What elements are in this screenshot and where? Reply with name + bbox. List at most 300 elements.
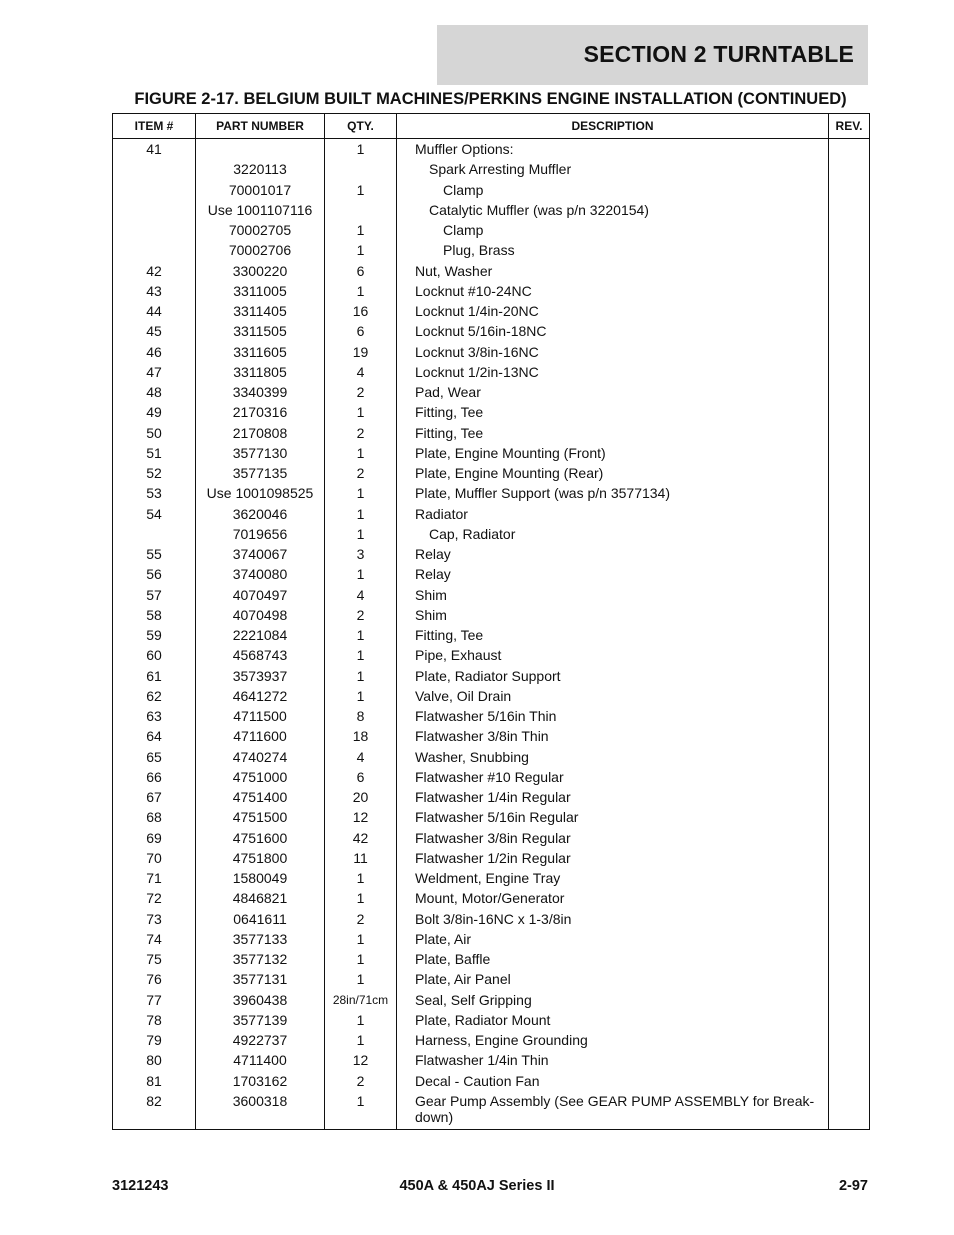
- part-number-cell: 3311405: [196, 303, 325, 323]
- description-text: Fitting, Tee: [415, 424, 484, 441]
- part-number-cell: 4711400: [196, 1052, 325, 1072]
- item-number-cell: 79: [113, 1032, 196, 1052]
- item-number-cell: 65: [113, 749, 196, 769]
- description-cell: [397, 303, 829, 323]
- item-number-cell: 59: [113, 627, 196, 647]
- qty-cell: 12: [325, 1052, 397, 1072]
- description-text: Clamp: [443, 181, 484, 198]
- description-cell: [397, 263, 829, 283]
- item-number-cell: 58: [113, 607, 196, 627]
- table-row: [113, 546, 870, 566]
- section-banner: [437, 25, 868, 85]
- qty-cell: 1: [325, 404, 397, 424]
- part-number-cell: 4711500: [196, 708, 325, 728]
- rev-cell: [829, 749, 870, 769]
- qty-cell: 20: [325, 789, 397, 809]
- part-number-cell: 4922737: [196, 1032, 325, 1052]
- part-number-cell: Use 1001098525: [196, 485, 325, 505]
- table-row: [113, 809, 870, 829]
- description-cell: [397, 708, 829, 728]
- part-number-cell: 3620046: [196, 506, 325, 526]
- table-row: [113, 951, 870, 971]
- rev-cell: [829, 1012, 870, 1032]
- rev-cell: [829, 526, 870, 546]
- table-row: [113, 526, 870, 546]
- part-number-cell: 2170316: [196, 404, 325, 424]
- description-text: Plug, Brass: [443, 242, 515, 259]
- qty-cell: 1: [325, 526, 397, 546]
- part-number-cell: 4751400: [196, 789, 325, 809]
- rev-cell: [829, 242, 870, 262]
- description-cell: [397, 384, 829, 404]
- description-cell: [397, 992, 829, 1012]
- qty-cell: 1: [325, 1012, 397, 1032]
- description-text: Locknut 3/8in-16NC: [415, 343, 539, 360]
- table-row: [113, 222, 870, 242]
- item-number-cell: [113, 222, 196, 242]
- item-number-cell: 43: [113, 283, 196, 303]
- rev-cell: [829, 870, 870, 890]
- item-number-cell: 74: [113, 931, 196, 951]
- table-row: [113, 485, 870, 505]
- description-cell: [397, 1093, 829, 1130]
- description-text: Harness, Engine Grounding: [415, 1032, 588, 1048]
- description-text: Radiator: [415, 505, 468, 522]
- description-text: Decal - Caution Fan: [415, 1072, 540, 1089]
- rev-cell: [829, 1093, 870, 1130]
- table-row: [113, 971, 870, 991]
- table-row: [113, 445, 870, 465]
- rev-cell: [829, 344, 870, 364]
- table-row: [113, 384, 870, 404]
- description-text: Plate, Engine Mounting (Rear): [415, 465, 604, 481]
- qty-cell: 4: [325, 749, 397, 769]
- description-cell: [397, 222, 829, 242]
- part-number-cell: 4751600: [196, 830, 325, 850]
- table-row: [113, 139, 870, 162]
- description-text: Flatwasher 1/4in Thin: [415, 1052, 549, 1069]
- rev-cell: [829, 890, 870, 910]
- part-number-cell: 4070497: [196, 587, 325, 607]
- description-cell: [397, 728, 829, 748]
- part-number-cell: 3740067: [196, 546, 325, 566]
- item-number-cell: [113, 202, 196, 222]
- description-cell: [397, 850, 829, 870]
- description-cell: [397, 951, 829, 971]
- description-text: Valve, Oil Drain: [415, 687, 512, 704]
- table-row: [113, 1012, 870, 1032]
- item-number-cell: 71: [113, 870, 196, 890]
- qty-cell: 42: [325, 830, 397, 850]
- table-row: [113, 890, 870, 910]
- column-header-description: DESCRIPTION: [397, 114, 829, 139]
- item-number-cell: [113, 161, 196, 181]
- part-number-cell: [196, 139, 325, 162]
- part-number-cell: 4751500: [196, 809, 325, 829]
- qty-cell: 1: [325, 182, 397, 202]
- description-text: Fitting, Tee: [415, 404, 484, 421]
- rev-cell: [829, 445, 870, 465]
- description-text: Pad, Wear: [415, 384, 481, 400]
- description-cell: [397, 139, 829, 162]
- rev-cell: [829, 830, 870, 850]
- rev-cell: [829, 485, 870, 505]
- description-cell: [397, 1012, 829, 1032]
- rev-cell: [829, 323, 870, 343]
- qty-cell: 1: [325, 870, 397, 890]
- description-text: Flatwasher 3/8in Regular: [415, 829, 571, 846]
- qty-cell: 11: [325, 850, 397, 870]
- description-text: Plate, Muffler Support (was p/n 3577134): [415, 485, 671, 502]
- description-cell: [397, 566, 829, 586]
- description-cell: [397, 647, 829, 667]
- description-cell: [397, 404, 829, 424]
- description-cell: [397, 688, 829, 708]
- description-cell: [397, 587, 829, 607]
- description-cell: [397, 668, 829, 688]
- description-cell: [397, 607, 829, 627]
- description-cell: [397, 809, 829, 829]
- table-row: [113, 587, 870, 607]
- table-row: [113, 303, 870, 323]
- description-text: Plate, Engine Mounting (Front): [415, 444, 606, 461]
- part-number-cell: 4751000: [196, 769, 325, 789]
- item-number-cell: 80: [113, 1052, 196, 1072]
- rev-cell: [829, 668, 870, 688]
- qty-cell: 1: [325, 139, 397, 162]
- description-cell: [397, 1052, 829, 1072]
- item-number-cell: [113, 182, 196, 202]
- table-row: [113, 992, 870, 1012]
- part-number-cell: 3300220: [196, 263, 325, 283]
- item-number-cell: 44: [113, 303, 196, 323]
- description-text: Spark Arresting Muffler: [429, 161, 572, 178]
- item-number-cell: 68: [113, 809, 196, 829]
- description-cell: [397, 182, 829, 202]
- column-header-item: ITEM #: [113, 114, 196, 139]
- part-number-cell: 4740274: [196, 749, 325, 769]
- qty-cell: 19: [325, 344, 397, 364]
- rev-cell: [829, 627, 870, 647]
- parts-table-body: [113, 139, 870, 1130]
- table-header-row: [113, 114, 870, 139]
- item-number-cell: 57: [113, 587, 196, 607]
- part-number-cell: 3577133: [196, 931, 325, 951]
- part-number-cell: 3340399: [196, 384, 325, 404]
- qty-cell: 1: [325, 931, 397, 951]
- rev-cell: [829, 566, 870, 586]
- item-number-cell: 61: [113, 668, 196, 688]
- description-cell: [397, 323, 829, 343]
- part-number-cell: 4846821: [196, 890, 325, 910]
- rev-cell: [829, 728, 870, 748]
- description-text: Relay: [415, 546, 451, 562]
- description-cell: [397, 911, 829, 931]
- description-cell: [397, 769, 829, 789]
- description-cell: [397, 364, 829, 384]
- part-number-cell: 70002706: [196, 242, 325, 262]
- part-number-cell: 3573937: [196, 668, 325, 688]
- qty-cell: 2: [325, 1073, 397, 1093]
- rev-cell: [829, 1032, 870, 1052]
- part-number-cell: 3311605: [196, 344, 325, 364]
- item-number-cell: 62: [113, 688, 196, 708]
- qty-cell: 1: [325, 688, 397, 708]
- description-text: Flatwasher 5/16in Regular: [415, 809, 579, 826]
- qty-cell: 1: [325, 283, 397, 303]
- rev-cell: [829, 688, 870, 708]
- description-text: Flatwasher 3/8in Thin: [415, 728, 549, 745]
- part-number-cell: 1703162: [196, 1073, 325, 1093]
- rev-cell: [829, 202, 870, 222]
- rev-cell: [829, 951, 870, 971]
- item-number-cell: 73: [113, 911, 196, 931]
- rev-cell: [829, 384, 870, 404]
- table-row: [113, 688, 870, 708]
- figure-title: FIGURE 2-17. BELGIUM BUILT MACHINES/PERKINS ENGINE INSTALLATION (CONTINUED): [134, 90, 847, 108]
- description-cell: [397, 445, 829, 465]
- description-text: Relay: [415, 566, 451, 583]
- rev-cell: [829, 708, 870, 728]
- rev-cell: [829, 506, 870, 526]
- item-number-cell: 70: [113, 850, 196, 870]
- table-row: [113, 161, 870, 181]
- part-number-cell: 4568743: [196, 647, 325, 667]
- table-row: [113, 425, 870, 445]
- description-text: Clamp: [443, 222, 484, 238]
- part-number-cell: 3577130: [196, 445, 325, 465]
- description-cell: [397, 546, 829, 566]
- description-text: Mount, Motor/Generator: [415, 890, 565, 907]
- item-number-cell: 52: [113, 465, 196, 485]
- column-header-qty: QTY.: [325, 114, 397, 139]
- qty-cell: 1: [325, 971, 397, 991]
- rev-cell: [829, 404, 870, 424]
- qty-cell: 1: [325, 485, 397, 505]
- description-cell: [397, 931, 829, 951]
- description-text: Flatwasher 5/16in Thin: [415, 708, 557, 724]
- description-text: Gear Pump Assembly (See GEAR PUMP ASSEMBLY for Break-down): [415, 1092, 815, 1125]
- description-text: Washer, Snubbing: [415, 748, 529, 765]
- description-text: Locknut 5/16in-18NC: [415, 323, 547, 340]
- qty-cell: 1: [325, 1032, 397, 1052]
- qty-cell: 12: [325, 809, 397, 829]
- part-number-cell: 7019656: [196, 526, 325, 546]
- qty-cell: 1: [325, 222, 397, 242]
- description-cell: [397, 283, 829, 303]
- item-number-cell: 78: [113, 1012, 196, 1032]
- qty-cell: 2: [325, 425, 397, 445]
- qty-cell: 8: [325, 708, 397, 728]
- rev-cell: [829, 364, 870, 384]
- description-text: Plate, Air Panel: [415, 971, 511, 988]
- item-number-cell: 82: [113, 1093, 196, 1130]
- rev-cell: [829, 182, 870, 202]
- description-text: Shim: [415, 586, 447, 603]
- qty-cell: 1: [325, 951, 397, 971]
- description-cell: [397, 485, 829, 505]
- table-row: [113, 283, 870, 303]
- description-text: Plate, Radiator Mount: [415, 1011, 551, 1028]
- description-text: Plate, Air: [415, 930, 472, 947]
- rev-cell: [829, 263, 870, 283]
- rev-cell: [829, 425, 870, 445]
- rev-cell: [829, 161, 870, 181]
- item-number-cell: 47: [113, 364, 196, 384]
- description-text: Plate, Radiator Support: [415, 667, 561, 684]
- description-cell: [397, 1073, 829, 1093]
- table-row: [113, 263, 870, 283]
- section-title: SECTION 2 TURNTABLE: [583, 41, 854, 67]
- item-number-cell: [113, 526, 196, 546]
- qty-cell: 1: [325, 242, 397, 262]
- rev-cell: [829, 850, 870, 870]
- qty-cell: 1: [325, 1093, 397, 1130]
- part-number-cell: 3311005: [196, 283, 325, 303]
- description-text: Seal, Self Gripping: [415, 991, 532, 1008]
- rev-cell: [829, 222, 870, 242]
- description-cell: [397, 202, 829, 222]
- qty-cell: 1: [325, 668, 397, 688]
- table-row: [113, 364, 870, 384]
- item-number-cell: 54: [113, 506, 196, 526]
- qty-cell: 1: [325, 506, 397, 526]
- table-row: [113, 1032, 870, 1052]
- table-row: [113, 830, 870, 850]
- item-number-cell: 66: [113, 769, 196, 789]
- table-row: [113, 1093, 870, 1130]
- qty-cell: 6: [325, 769, 397, 789]
- item-number-cell: 60: [113, 647, 196, 667]
- rev-cell: [829, 465, 870, 485]
- part-number-cell: 3311805: [196, 364, 325, 384]
- item-number-cell: 81: [113, 1073, 196, 1093]
- part-number-cell: 3311505: [196, 323, 325, 343]
- description-cell: [397, 1032, 829, 1052]
- rev-cell: [829, 931, 870, 951]
- table-row: [113, 647, 870, 667]
- qty-cell: 16: [325, 303, 397, 323]
- description-cell: [397, 344, 829, 364]
- description-cell: [397, 830, 829, 850]
- table-row: [113, 404, 870, 424]
- part-number-cell: 3577135: [196, 465, 325, 485]
- description-cell: [397, 526, 829, 546]
- description-text: Bolt 3/8in-16NC x 1-3/8in: [415, 910, 572, 927]
- table-row: [113, 728, 870, 748]
- part-number-cell: 4070498: [196, 607, 325, 627]
- item-number-cell: 46: [113, 344, 196, 364]
- rev-cell: [829, 303, 870, 323]
- description-text: Locknut 1/2in-13NC: [415, 363, 539, 380]
- rev-cell: [829, 647, 870, 667]
- item-number-cell: 51: [113, 445, 196, 465]
- rev-cell: [829, 911, 870, 931]
- description-text: Pipe, Exhaust: [415, 647, 502, 664]
- qty-cell: 1: [325, 627, 397, 647]
- rev-cell: [829, 971, 870, 991]
- part-number-cell: 3220113: [196, 161, 325, 181]
- part-number-cell: 3960438: [196, 992, 325, 1012]
- item-number-cell: 48: [113, 384, 196, 404]
- item-number-cell: 45: [113, 323, 196, 343]
- part-number-cell: 3740080: [196, 566, 325, 586]
- qty-cell: 4: [325, 364, 397, 384]
- part-number-cell: 2170808: [196, 425, 325, 445]
- part-number-cell: Use 1001107116: [196, 202, 325, 222]
- item-number-cell: 41: [113, 139, 196, 162]
- rev-cell: [829, 809, 870, 829]
- description-text: Weldment, Engine Tray: [415, 870, 561, 886]
- description-text: Locknut 1/4in-20NC: [415, 303, 539, 319]
- part-number-cell: 2221084: [196, 627, 325, 647]
- description-text: Nut, Washer: [415, 262, 493, 279]
- item-number-cell: 49: [113, 404, 196, 424]
- table-row: [113, 769, 870, 789]
- rev-cell: [829, 139, 870, 162]
- model-name: 450A & 450AJ Series II: [399, 1178, 555, 1194]
- table-row: [113, 1073, 870, 1093]
- qty-cell: 1: [325, 445, 397, 465]
- description-cell: [397, 242, 829, 262]
- part-number-cell: 70001017: [196, 182, 325, 202]
- part-number-cell: 0641611: [196, 911, 325, 931]
- table-row: [113, 566, 870, 586]
- table-row: [113, 344, 870, 364]
- qty-cell: 3: [325, 546, 397, 566]
- qty-cell: 6: [325, 323, 397, 343]
- item-number-cell: 69: [113, 830, 196, 850]
- table-row: [113, 789, 870, 809]
- rev-cell: [829, 607, 870, 627]
- document-number: 3121243: [112, 1178, 169, 1194]
- description-text: Catalytic Muffler (was p/n 3220154): [429, 201, 649, 218]
- description-text: Flatwasher 1/4in Regular: [415, 789, 571, 805]
- table-row: [113, 182, 870, 202]
- part-number-cell: 1580049: [196, 870, 325, 890]
- qty-cell: [325, 202, 397, 222]
- part-number-cell: 4711600: [196, 728, 325, 748]
- qty-cell: 2: [325, 607, 397, 627]
- item-number-cell: 55: [113, 546, 196, 566]
- description-cell: [397, 506, 829, 526]
- rev-cell: [829, 992, 870, 1012]
- table-row: [113, 749, 870, 769]
- column-header-part-number: PART NUMBER: [196, 114, 325, 139]
- table-row: [113, 870, 870, 890]
- table-row: [113, 850, 870, 870]
- page-number: 2-97: [838, 1178, 868, 1194]
- description-text: Fitting, Tee: [415, 627, 484, 643]
- part-number-cell: 4641272: [196, 688, 325, 708]
- qty-cell: 2: [325, 384, 397, 404]
- table-row: [113, 931, 870, 951]
- item-number-cell: 42: [113, 263, 196, 283]
- rev-cell: [829, 546, 870, 566]
- qty-cell: 1: [325, 890, 397, 910]
- qty-cell: [325, 161, 397, 181]
- qty-cell: 4: [325, 587, 397, 607]
- description-text: Cap, Radiator: [429, 525, 516, 542]
- item-number-cell: 53: [113, 485, 196, 505]
- description-cell: [397, 749, 829, 769]
- description-cell: [397, 789, 829, 809]
- qty-cell: 18: [325, 728, 397, 748]
- part-number-cell: 3600318: [196, 1093, 325, 1130]
- rev-cell: [829, 587, 870, 607]
- rev-cell: [829, 1073, 870, 1093]
- item-number-cell: 64: [113, 728, 196, 748]
